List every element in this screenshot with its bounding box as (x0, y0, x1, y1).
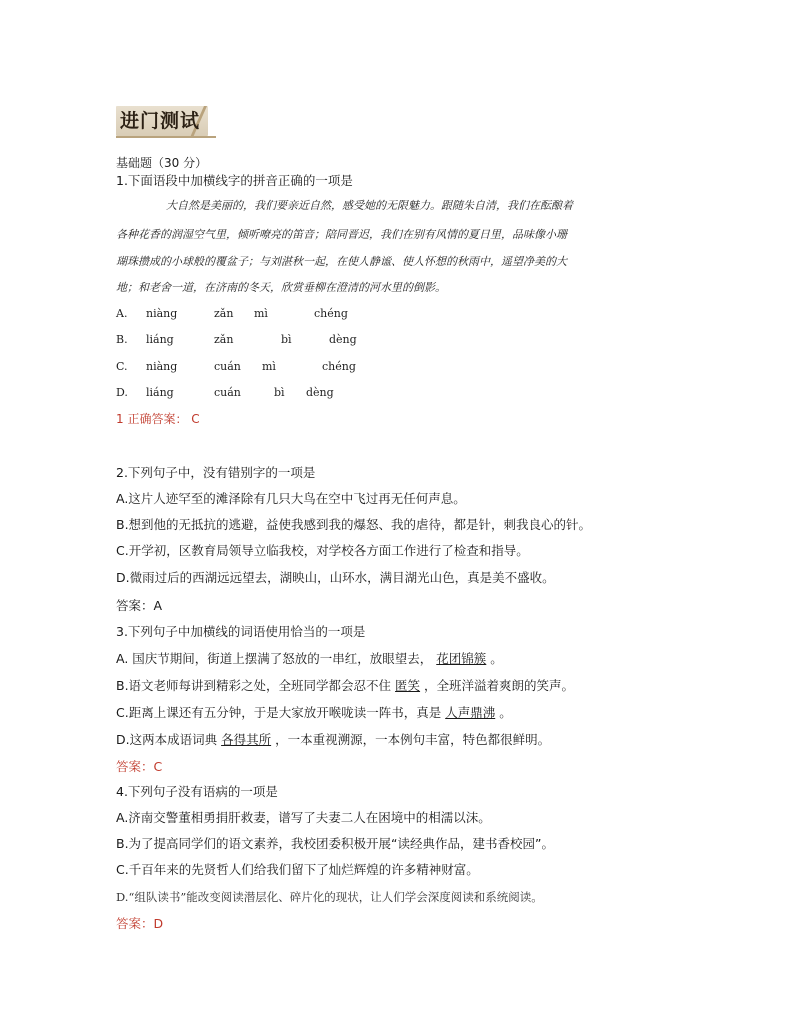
pinyin-4: dèng (329, 333, 357, 346)
q1-passage-line-1: 大自然是美丽的，我们要亲近自然，感受她的无限魅力。跟随朱自清，我们在酝酿着 (166, 199, 573, 212)
banner-underline (116, 136, 216, 138)
section-banner (116, 106, 220, 136)
q3-option-d[interactable] (116, 731, 550, 749)
banner-title: 进门测试 (120, 110, 201, 132)
q4-option-b[interactable]: B.为了提高同学们的语文素养，我校团委积极开展“读经典作品，建书香校园”。 (116, 836, 555, 851)
q4-answer: 答案：D (116, 916, 164, 931)
option-letter: D. (116, 386, 128, 399)
q1-passage-line-2: 各种花香的润湿空气里，倾听嘹亮的笛音；陪同晋迟，我们在别有风情的夏日里，品味像小珊 (116, 228, 567, 241)
pinyin-3: bì (274, 386, 285, 399)
pinyin-4: chéng (314, 307, 348, 320)
underlined-term: 匿笑 (395, 678, 421, 693)
q3-option-b[interactable] (116, 677, 574, 695)
option-text-end: ，全班洋溢着爽朗的笑声。 (424, 678, 575, 693)
q3-option-a[interactable] (116, 650, 503, 668)
pinyin-3: bì (281, 333, 292, 346)
option-text: D.这两本成语词典 (116, 732, 218, 747)
option-letter: B. (116, 333, 128, 346)
q2-option-b[interactable]: B.想到他的无抵抗的逃避，益使我感到我的爆怒、我的虐待，都是针，刺我良心的针。 (116, 517, 592, 532)
option-letter: C. (116, 360, 128, 373)
pinyin-3: mì (262, 360, 276, 373)
pinyin-4: dèng (306, 386, 334, 399)
q2-answer: 答案：A (116, 598, 163, 613)
q2-option-a[interactable]: A.这片人迹罕至的滩泽除有几只大鸟在空中飞过再无任何声息。 (116, 491, 466, 506)
option-letter: A. (116, 307, 128, 320)
option-text-end: 。 (499, 705, 512, 720)
option-text: A. 国庆节期间，街道上摆满了怒放的一串红，放眼望去， (116, 651, 433, 666)
option-text-end: 。 (490, 651, 503, 666)
q1-answer: 1 正确答案： C (116, 412, 200, 426)
option-text-end: ，一本重视溯源，一本例句丰富，特色都很鲜明。 (275, 732, 551, 747)
pinyin-1: liáng (146, 386, 174, 399)
q3-answer: 答案：C (116, 759, 163, 774)
q2-option-c[interactable]: C.开学初，区教育局领导立临我校，对学校各方面工作进行了检查和指导。 (116, 543, 529, 558)
q1-passage-line-4: 地；和老舍一道，在济南的冬天，欣赏垂柳在澄清的河水里的倒影。 (116, 281, 446, 294)
pinyin-2: cuán (214, 360, 241, 373)
q1-passage-line-3: 瑚珠攒成的小球般的覆盆子；与刘湛秋一起，在使人静谧、使人怀想的秋雨中，遥望净美的大 (116, 255, 567, 268)
underlined-term: 人声鼎沸 (445, 705, 496, 720)
underlined-term: 各得其所 (221, 732, 272, 747)
option-text: C.距离上课还有五分钟，于是大家放开喉咙读一阵书，真是 (116, 705, 442, 720)
pinyin-3: mì (254, 307, 268, 320)
q4-option-a[interactable]: A.济南交警董相勇捐肝救妻，谱写了夫妻二人在困境中的相濡以沫。 (116, 810, 491, 825)
q3-option-c[interactable] (116, 704, 512, 722)
q4-stem: 4.下列句子没有语病的一项是 (116, 784, 278, 799)
q2-option-d[interactable]: D.微雨过后的西湖远远望去，湖映山，山环水，满目湖光山色，真是美不盛收。 (116, 570, 555, 585)
pinyin-2: cuán (214, 386, 241, 399)
pinyin-1: niàng (146, 307, 178, 320)
pinyin-1: niàng (146, 360, 178, 373)
underlined-term: 花团锦簇 (436, 651, 487, 666)
q2-stem: 2.下列句子中，没有错别字的一项是 (116, 465, 316, 480)
pinyin-4: chéng (322, 360, 356, 373)
pinyin-2: zǎn (214, 307, 234, 320)
q3-stem: 3.下列句子中加横线的词语使用恰当的一项是 (116, 624, 366, 639)
q4-option-d[interactable]: D.“组队读书”能改变阅读潜层化、碎片化的现状，让人们学会深度阅读和系统阅读。 (116, 890, 543, 904)
q4-option-c[interactable]: C.千百年来的先贤哲人们给我们留下了灿烂辉煌的许多精神财富。 (116, 862, 479, 877)
option-text: B.语文老师每讲到精彩之处，全班同学都会忍不住 (116, 678, 392, 693)
section-title: 基础题（30 分） (116, 156, 208, 170)
q1-stem: 1.下面语段中加横线字的拼音正确的一项是 (116, 173, 353, 188)
pinyin-1: liáng (146, 333, 174, 346)
pinyin-2: zǎn (214, 333, 234, 346)
